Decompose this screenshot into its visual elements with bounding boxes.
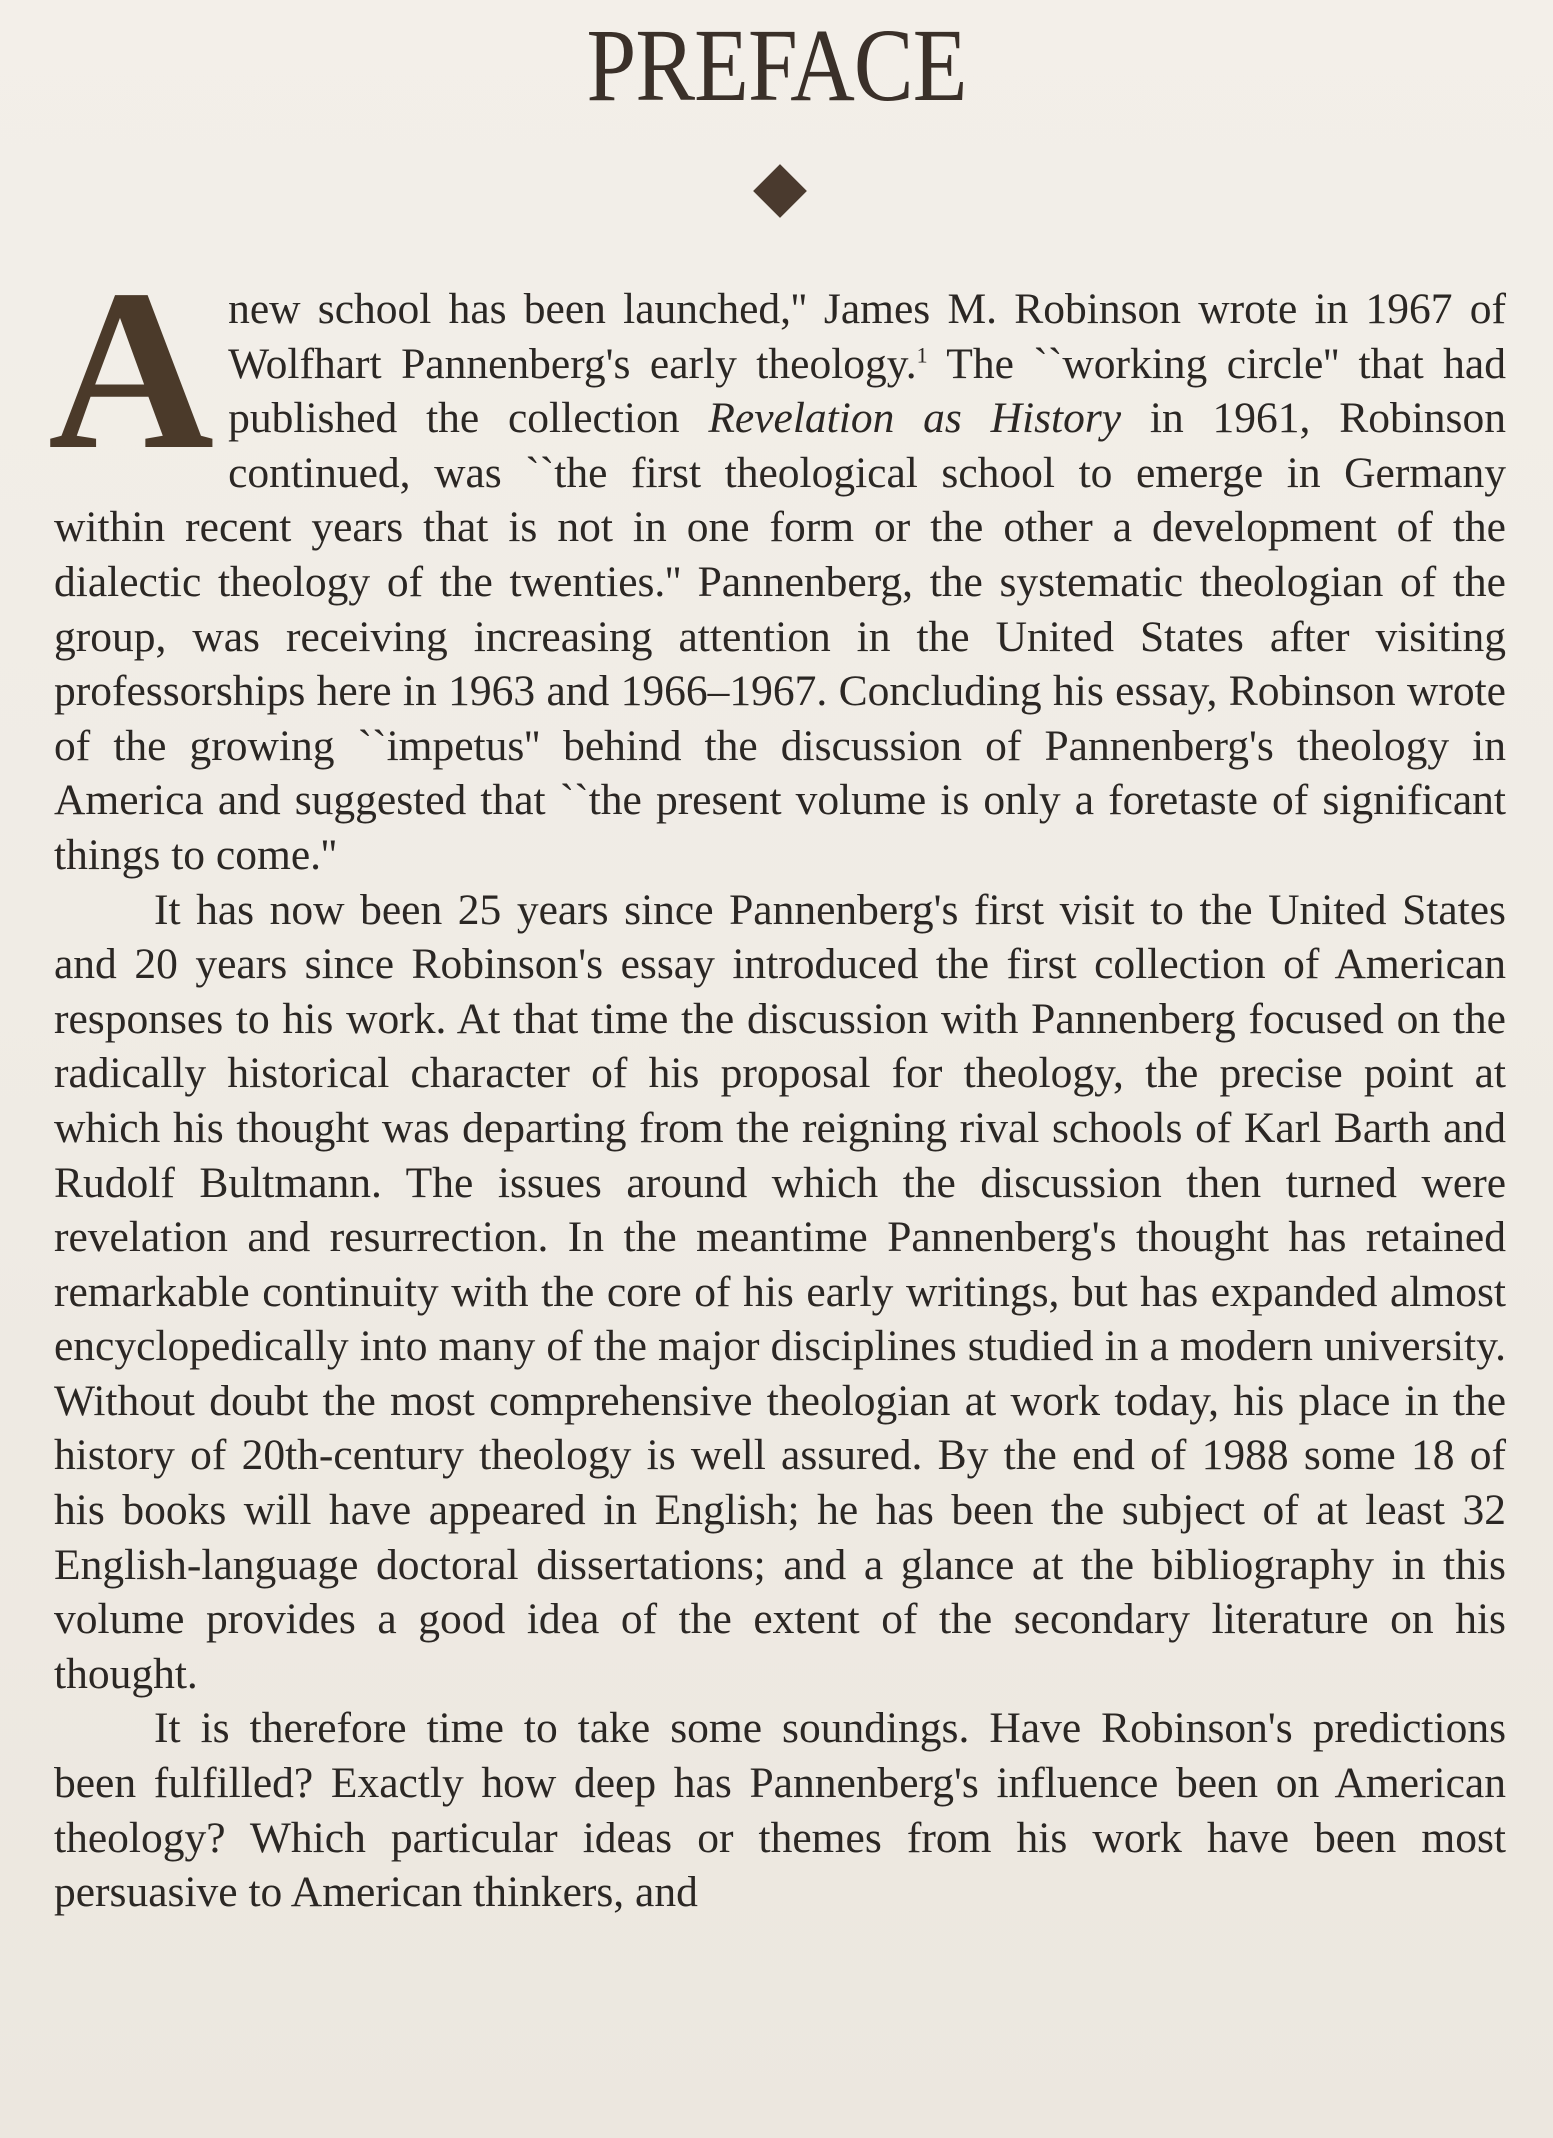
page-title: PREFACE — [586, 8, 967, 123]
paragraph-3: It is therefore time to take some soundings. Have Robinson's predictions been fulfilled? Exactly how deep has Pannenberg's influence been on American theology? Which particular ideas or themes from his work have been most persuasive to American thinkers, and — [54, 1704, 1506, 1917]
diamond-ornament-icon — [753, 164, 807, 218]
paragraph-1-text-b: The ``working circle'' that had published the collection — [228, 339, 1506, 443]
footnote-marker: 1 — [916, 342, 928, 368]
paragraph-1 — [48, 242, 1506, 883]
drop-cap: A — [48, 242, 215, 497]
paragraph-2: It has now been 25 years since Pannenberg's first visit to the United States and 20 years since Robinson's essay introduced the first collection of American responses to his work. At that time the discussion with Pannenberg focused on the radically historical character of his proposal for theology, the precise point at which his thought was departing from the reigning rival schools of Karl Barth and Rudolf Bultmann. The issues around which the discussion then turned were revelation and resurrection. In the meantime Pannenberg's thought has retained remarkable continuity with the core of his early writings, but has expanded almost encyclopedically into many of the major disciplines studied in a modern university. Without doubt the most comprehensive theologian at work today, his place in the history of 20th-century theology is well assured. By the end of 1988 some 18 of his books will have appeared in English; he has been the subject of at least 32 English-language doctoral dissertations; and a glance at the bibliography in this volume provides a good idea of the extent of the secondary literature on his thought. — [54, 885, 1506, 1698]
paragraph-1-text-a: new school has been launched,'' James M. Robinson wrote in 1967 of Wolfhart Pannenberg's early theology. — [228, 285, 1506, 388]
paragraph-1-text-c: in 1961, Robinson continued, was ``the first theological school to emerge in Germany within recent years that is not in one form or the other a development of the dialectic theology of the twenties.'' Pannenberg, the systematic theologian of the group, was receiving increasing attention in the United States after visiting professorships here in 1963 and 1966–1967. Concluding his essay, Robinson wrote of the growing ``impetus'' behind the discussion of Pannenberg's theology in America and suggested that ``the present volume is only a foretaste of significant things to come.'' — [54, 394, 1506, 879]
book-title-reference: Revelation as History — [708, 394, 1122, 443]
body-text — [48, 242, 1506, 1920]
